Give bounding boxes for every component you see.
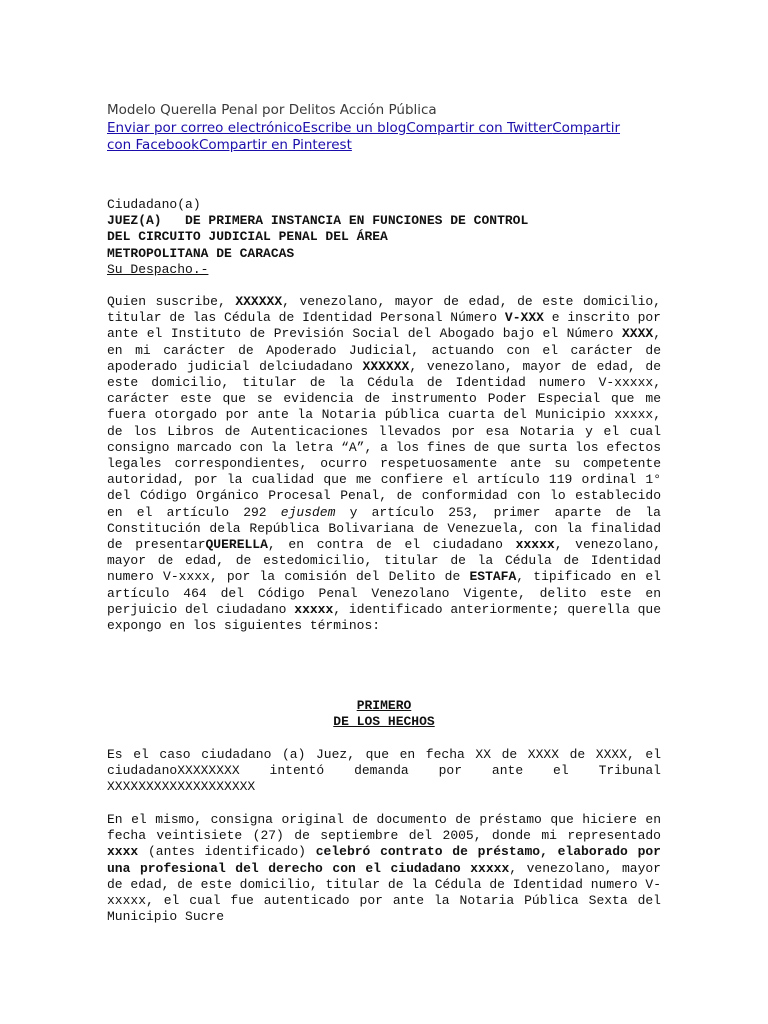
section-heading — [107, 698, 661, 730]
share-twitter-link[interactable]: Compartir con Twitter — [406, 120, 553, 136]
facts-paragraph-1: Es el caso ciudadano (a) Juez, que en fecha XX de XXXX de XXXX, el ciudadanoXXXXXXXX intentó demanda por ante el Tribunal XXXXXXXXXXXXXXXXXXX — [107, 747, 661, 795]
addressee-salutation: Ciudadano(a) — [107, 197, 201, 212]
share-facebook-link[interactable]: Compartir con Facebook — [107, 120, 621, 153]
su-despacho: Su Despacho.- — [107, 261, 209, 277]
intro-paragraph: Quien suscribe, XXXXXX, venezolano, mayor de edad, de este domicilio, titular de las Cédula de Identidad Personal Número V-XXX e inscrito por ante el Instituto de Previsión Social del Abogado bajo el Número XXXX, en mi carácter de Apoderado Judicial, actuando con el carácter de apoderado judicial delciudadano XXXXXX, venezolano, mayor de edad, de este domicilio, titular de la Cédula de Identidad numero V-xxxxx, carácter este que se evidencia de instrumento Poder Especial que me fuera otorgado por ante la Notaria pública cuarta del Municipio xxxxx, de los Libros de Autenticaciones llevados por esa Notaria y el cual consigno marcado con la letra “A”, a los fines de que surta los efectos legales correspondientes, ocurro respetuosamente ante su competente autoridad, por la cualidad que me confiere el artículo 119 ordinal 1° del Código Orgánico Procesal Penal, de conformidad con lo establecido en el artículo 292 ejusdem y artículo 253, primer aparte de la Constitución dela República Bolivariana de Venezuela, con la finalidad de presentarQUERELLA, en contra de el ciudadano xxxxx, venezolano, mayor de edad, de estedomicilio, titular de la Cédula de Identidad numero V-xxxx, por la comisión del Delito de ESTAFA, tipificado en el artículo 464 del Código Penal Venezolano Vigente, delito este en perjuicio del ciudadano xxxxx, identificado anteriormente; querella que expongo en los siguientes términos: — [107, 294, 662, 634]
document-title: Modelo Querella Penal por Delitos Acción Pública — [107, 102, 437, 118]
court-line-3: METROPOLITANA DE CARACAS — [107, 245, 295, 261]
share-email-link[interactable]: Enviar por correo electrónico — [107, 120, 303, 136]
court-line-2: DEL CIRCUITO JUDICIAL PENAL DEL ÁREA — [107, 229, 388, 245]
section-heading-primero: PRIMERO — [356, 698, 412, 713]
share-blog-link[interactable]: Escribe un blog — [302, 120, 407, 136]
share-links — [107, 120, 627, 153]
facts-paragraph-2: En el mismo, consigna original de documento de préstamo que hiciere en fecha veintisiete (27) de septiembre del 2005, donde mi representado xxxx (antes identificado) celebró contrato de préstamo, elaborado por una profesional del derecho con el ciudadano xxxxx, venezolano, mayor de edad, de este domicilio, titular de la Cédula de Identidad numero V-xxxxx, el cual fue autenticado por ante la Notaria Pública Sexta del Municipio Sucre — [107, 812, 661, 925]
addressee-block — [107, 197, 661, 278]
share-pinterest-link[interactable]: Compartir en Pinterest — [198, 136, 352, 153]
section-heading-hechos: DE LOS HECHOS — [333, 714, 435, 730]
court-line-1: JUEZ(A) DE PRIMERA INSTANCIA EN FUNCIONES DE CONTROL — [107, 213, 529, 229]
